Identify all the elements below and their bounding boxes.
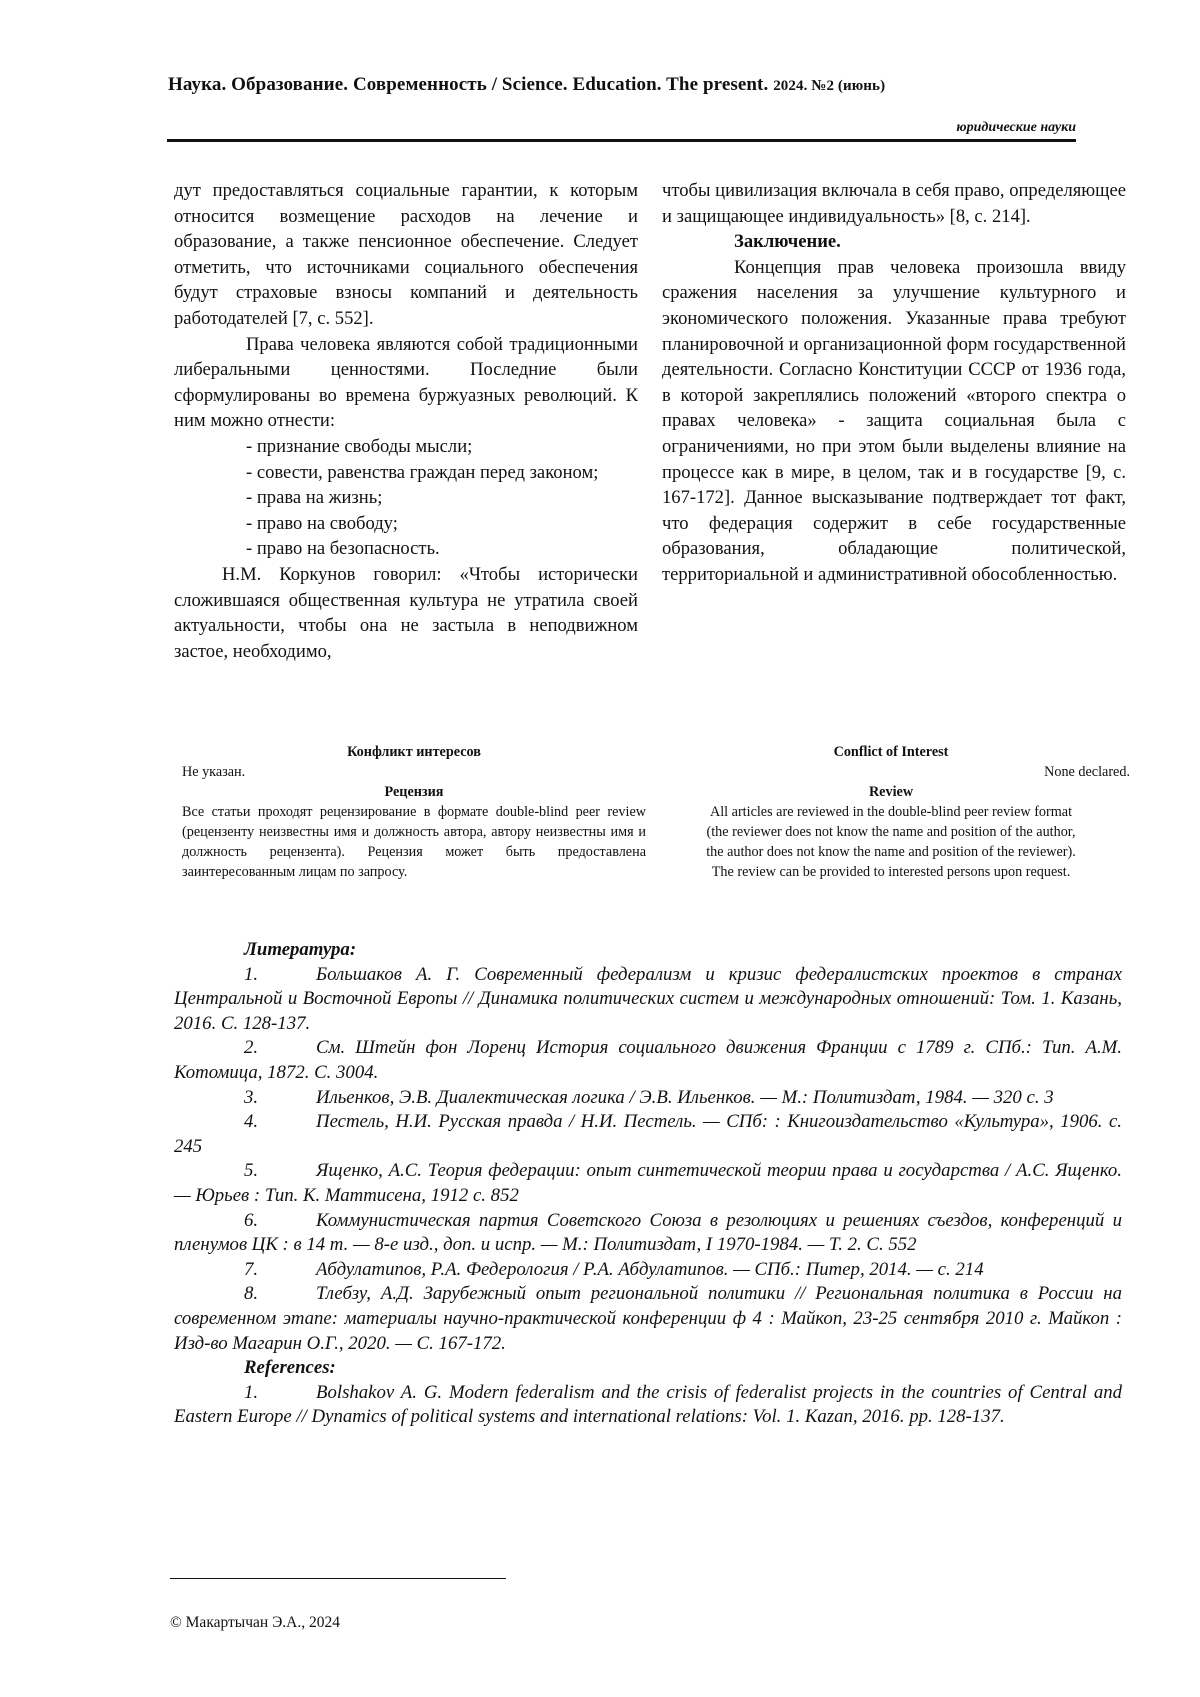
review-text: Все статьи проходят рецензирование в формате double-blind peer review (рецензенту неизвестны имя и должность автора, автору неизвестны имя и должность рецензента). Рецензия может быть предоставлена заинтересованным лицам по запросу. bbox=[182, 804, 646, 880]
conflict-text: Не указан. bbox=[182, 764, 246, 780]
reference-item: 4. Пестель, Н.И. Русская правда / Н.И. Пестель. — СПб: : Книгоиздательство «Культура», 1906. с. 245 bbox=[174, 1111, 1122, 1157]
list-item: - право на безопасность. bbox=[246, 538, 440, 560]
declarations-en bbox=[652, 742, 1130, 882]
issue-number: 2024. №2 (июнь) bbox=[773, 78, 886, 94]
running-header bbox=[168, 74, 885, 96]
review-text-line: The review can be provided to interested persons upon request. bbox=[711, 864, 1071, 880]
reference-item: 7. Абдулатипов, Р.А. Федерология / Р.А. Абдулатипов. — СПб.: Питер, 2014. — с. 214 bbox=[244, 1258, 984, 1280]
paragraph: Концепция прав человека произошла ввиду сражения населения за улучшение культурного и экономического положения. Указанные права требуют планировочной и организационной форм государственной деятельности. Согласно Конституции СССР от 1936 года, в которой закреплялись положений «второго спектра о правах человека» - защита социальная была с ограничениями, но при этом были выделены влияние на процессе как в мире, в целом, так и в государстве [9, с. 167-172]. Данное высказывание подтверждает тот факт, что федерация содержит в себе государственные образования, обладающие политической, территориальной и административной обособленностью. bbox=[662, 256, 1126, 585]
list-item: - право на свободу; bbox=[246, 512, 398, 534]
conflict-text: None declared. bbox=[1044, 764, 1130, 780]
paragraph: чтобы цивилизация включала в себя право, определяющее и защищающее индивидуальность» [8, с. 214]. bbox=[662, 180, 1126, 227]
paragraph: Н.М. Коркунов говорил: «Чтобы исторически сложившаяся общественная культура не утратила своей актуальности, чтобы она не застыла в неподвижном застое, необходимо, bbox=[174, 563, 638, 662]
reference-item: 8. Тлебзу, А.Д. Зарубежный опыт региональной политики // Региональная политика в России на современном этапе: материалы научно-практической конференции ф 4 : Майкоп, 23-25 сентября 2010 г. Майкоп : Изд-во Магарин О.Г., 2020. — С. 167-172. bbox=[174, 1283, 1122, 1354]
review-heading: Рецензия bbox=[384, 784, 444, 800]
references-heading: References: bbox=[244, 1357, 336, 1379]
review-heading: Review bbox=[868, 784, 914, 800]
reference-item: 6. Коммунистическая партия Советского Союза в резолюциях и решениях съездов, конференций и пленумов ЦК : в 14 т. — 8-е изд., доп. и испр. — М.: Политиздат, I 1970-1984. — Т. 2. С. 552 bbox=[174, 1209, 1122, 1256]
reference-item: 2. См. Штейн фон Лоренц История социального движения Франции с 1789 г. СПб.: Тип. А.М. Котомица, 1872. С. 3004. bbox=[174, 1037, 1122, 1083]
section-heading: Заключение. bbox=[734, 231, 841, 253]
section-label: юридические науки bbox=[956, 120, 1076, 135]
review-text-line: the author does not know the name and position of the reviewer). bbox=[706, 844, 1076, 860]
review-text-line: All articles are reviewed in the double-blind peer review format bbox=[709, 804, 1073, 820]
list-item: - права на жизнь; bbox=[246, 487, 383, 509]
bibliography bbox=[174, 938, 1122, 1430]
left-text-column bbox=[174, 178, 638, 664]
journal-title: Наука. Образование. Современность / Science. Education. The present. bbox=[168, 74, 769, 95]
list-item: - признание свободы мысли; bbox=[246, 435, 473, 457]
header-divider bbox=[167, 139, 1076, 142]
reference-item: 1. Большаков А. Г. Современный федерализм и кризис федералистских проектов в странах Центральной и Восточной Европы // Динамика политических систем и международных отношений: Том. 1. Казань, 2016. С. 128-137. bbox=[174, 963, 1122, 1034]
literature-heading: Литература: bbox=[244, 939, 357, 960]
review-text-line: (the reviewer does not know the name and position of the author, bbox=[706, 824, 1076, 840]
right-text-column bbox=[662, 178, 1126, 588]
reference-item: 1. Bolshakov A. G. Modern federalism and the crisis of federalist projects in the countries of Central and Eastern Europe // Dynamics of political systems and international relations: Vol. 1. Kazan, 2016. pp. 128-137. bbox=[174, 1381, 1122, 1428]
copyright-notice: © Макартычан Э.А., 2024 bbox=[170, 1614, 340, 1631]
conflict-heading: Conflict of Interest bbox=[833, 744, 949, 760]
footnote-divider bbox=[170, 1578, 506, 1579]
reference-item: 3. Ильенков, Э.В. Диалектическая логика / Э.В. Ильенков. — М.: Политиздат, 1984. — 320 с. 3 bbox=[244, 1086, 1054, 1108]
paragraph: дут предоставляться социальные гарантии, к которым относится возмещение расходов на лечение и образование, а также пенсионное обеспечение. Следует отметить, что источниками социального обеспечения будут страховые взносы компаний и деятельность работодателей [7, с. 552]. bbox=[174, 180, 638, 329]
list-item: - совести, равенства граждан перед законом; bbox=[246, 461, 599, 483]
reference-item: 5. Ященко, А.С. Теория федерации: опыт синтетической теории права и государства / А.С. Ященко. — Юрьев : Тип. К. Маттисена, 1912 с. 852 bbox=[174, 1160, 1122, 1206]
declarations-ru bbox=[182, 742, 646, 882]
paragraph: Права человека являются собой традиционными либеральными ценностями. Последние были сформулированы во времена буржуазных революций. К ним можно отнести: bbox=[174, 333, 638, 432]
conflict-heading: Конфликт интересов bbox=[347, 744, 481, 760]
